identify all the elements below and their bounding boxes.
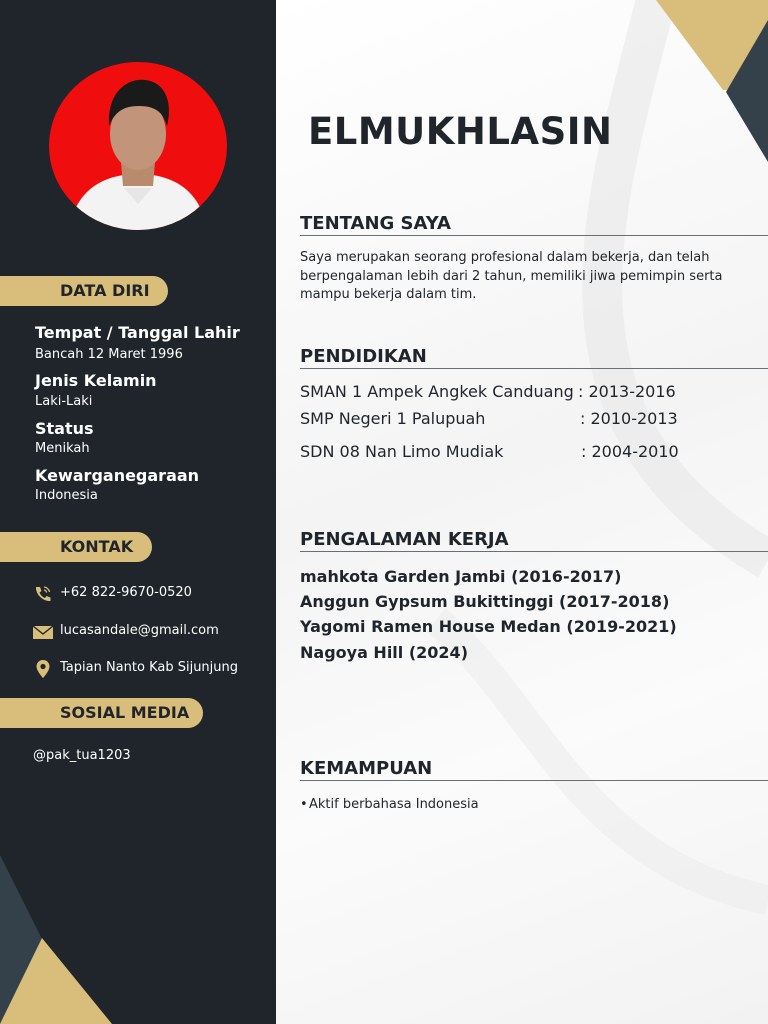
sosial-media-heading: [0, 698, 203, 728]
birth-label: Tempat / Tanggal Lahir: [35, 323, 240, 342]
social-handle[interactable]: @pak_tua1203: [33, 748, 131, 763]
skills-heading: KEMAMPUAN: [300, 758, 768, 781]
main-decoration: [276, 0, 768, 1024]
education-heading: PENDIDIKAN: [300, 346, 768, 369]
experience-item-3: Yagomi Ramen House Medan (2019-2021): [300, 617, 677, 636]
birth-value: Bancah 12 Maret 1996: [35, 347, 183, 362]
location-icon: [32, 659, 54, 679]
phone-icon: [32, 584, 54, 604]
person-name: ELMUKHLASIN: [308, 110, 613, 153]
about-heading: TENTANG SAYA: [300, 213, 768, 236]
experience-heading: PENGALAMAN KERJA: [300, 529, 768, 552]
phone-text: +62 822-9670-0520: [60, 585, 192, 600]
experience-item-2: Anggun Gypsum Bukittinggi (2017-2018): [300, 592, 670, 611]
experience-item-4: Nagoya Hill (2024): [300, 643, 468, 662]
education-school-3: SDN 08 Nan Limo Mudiak: [300, 442, 504, 461]
data-diri-heading-label: DATA DIRI: [60, 281, 150, 300]
sidebar: [0, 0, 276, 1024]
experience-item-1: mahkota Garden Jambi (2016-2017): [300, 567, 622, 586]
education-period-3: : 2004-2010: [581, 442, 679, 461]
citizenship-value: Indonesia: [35, 488, 98, 503]
education-period-1: : 2013-2016: [578, 382, 676, 401]
data-diri-heading: [0, 276, 168, 306]
education-school-2: SMP Negeri 1 Palupuah: [300, 409, 486, 428]
education-period-2: : 2010-2013: [580, 409, 678, 428]
profile-photo: [49, 62, 227, 230]
address-text: Tapian Nanto Kab Sijunjung: [60, 660, 239, 675]
skill-item-1: • Aktif berbahasa Indonesia: [309, 797, 479, 812]
kontak-heading: [0, 532, 152, 562]
gender-label: Jenis Kelamin: [35, 371, 157, 390]
education-school-1: SMAN 1 Ampek Angkek Canduang: [300, 382, 574, 401]
gender-value: Laki-Laki: [35, 394, 93, 409]
status-value: Menikah: [35, 441, 90, 456]
mail-icon: [32, 622, 54, 642]
citizenship-label: Kewarganegaraan: [35, 466, 200, 485]
person-portrait-icon: [49, 62, 227, 230]
status-label: Status: [35, 419, 94, 438]
email-text: lucasandale@gmail.com: [60, 623, 219, 638]
kontak-heading-label: KONTAK: [60, 537, 134, 556]
sosial-media-heading-label: SOSIAL MEDIA: [60, 703, 190, 722]
about-text: Saya merupakan seorang profesional dalam bekerja, dan telah berpengalaman lebih dari 2 tahun, memiliki jiwa pemimpin serta mampu bekerja dalam tim.: [300, 250, 723, 302]
main-background: [276, 0, 768, 1024]
